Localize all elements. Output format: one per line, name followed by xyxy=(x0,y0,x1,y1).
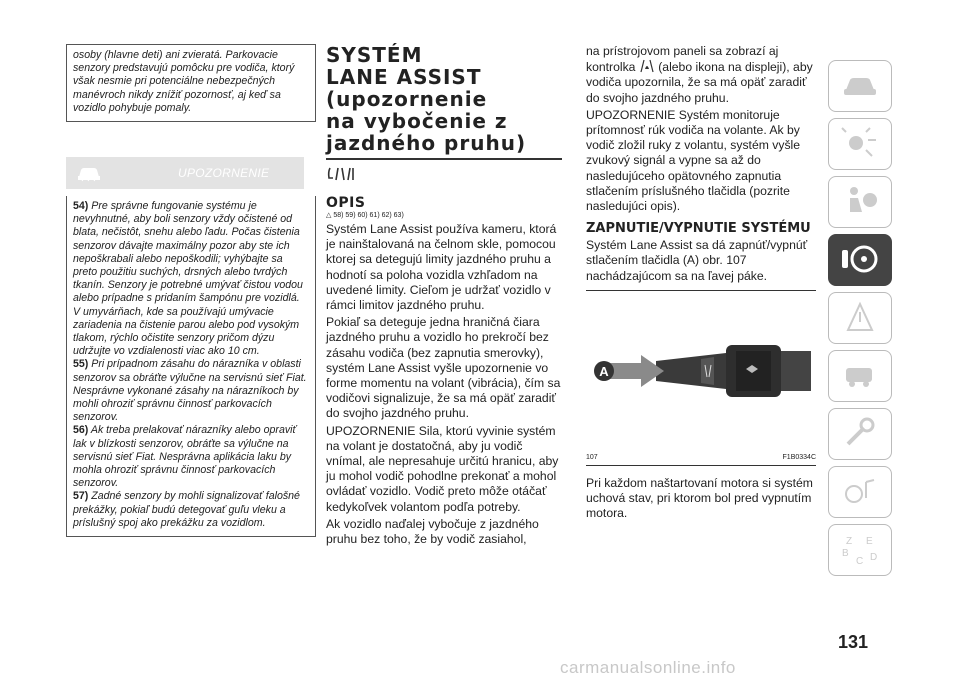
lane-warning-indicator-icon xyxy=(639,59,655,73)
airbag-icon xyxy=(840,184,880,218)
right-column xyxy=(586,44,816,523)
intro-box xyxy=(66,44,316,122)
section-opis: OPIS xyxy=(326,195,366,211)
svg-text:B: B xyxy=(842,548,849,559)
svg-text:C: C xyxy=(856,556,864,566)
paragraph: UPOZORNENIE Systém monitoruje prítomnosť rúk vodiča na volante. Ak by vodič zložil ruky z volantu, systém vyšle zvukový signál a vypne sa až do nasledujúceho opätovného zapnutia stlačením príslušného tlačidla (pozrite nasledujúci opis). xyxy=(586,107,801,214)
paragraph: Ak vozidlo naďalej vybočuje z jazdného pruhu bez toho, že by vodič zasiahol, xyxy=(326,516,539,547)
car-warning-icon xyxy=(76,163,102,183)
tab-index[interactable] xyxy=(828,524,892,576)
figure-number: 107 xyxy=(586,453,598,461)
note-54: 54) Pre správne fungovanie systému je nevyhnutné, aby boli senzory vždy očistené od blata, nečistôt, snehu alebo ľadu. Počas čistenia senzorov dávajte maximálny pozor aby ste ich nepoškrabali alebo nepoškodili; vyhýbajte sa preto použitiu suchých, drsných alebo tvrdých tkanín. Senzory je potrebné umývať čistou vodou alebo prípadne s pridaním šampónu pre vozidlá. V umyvárňach, kde sa používajú umývacie zariadenia na čistenie parou alebo pod vysokým tlakom, rýchlo očistite senzory pričom dýzu udržujte vo vzdialenosti viac ako 10 cm. xyxy=(73,200,303,358)
wrench-icon xyxy=(840,416,880,450)
paragraph: Systém Lane Assist sa dá zapnúť/vypnúť stlačením tlačidla (A) obr. 107 nachádzajúcom sa na ľavej páke. xyxy=(586,238,808,283)
tab-airbag[interactable] xyxy=(828,176,892,228)
warning-refs: △ 58) 59) 60) 61) 62) 63) xyxy=(326,212,404,219)
svg-text:Z: Z xyxy=(846,536,853,547)
warning-header xyxy=(66,157,304,189)
tab-service[interactable] xyxy=(828,350,892,402)
tab-multimedia[interactable] xyxy=(828,466,892,518)
index-icon xyxy=(840,532,880,566)
figure-label-a: A xyxy=(599,363,609,379)
paragraph: Pokiaľ sa deteguje jedna hraničná čiara jazdného pruhu a vozidlo ho prekročí bez zásahu vodiča (bez zapnutia smerovky), systém Lane Assist vyšle upozornenie vo forme momentu na volant (vibrácia), čím sa vodičovi signalizuje, že sa má opäť zaradiť do svojho jazdného pruhu. xyxy=(326,315,561,421)
chapter-sidebar xyxy=(828,60,892,582)
watermark: carmanualsonline.info xyxy=(560,658,736,677)
intro-text: osoby (hlavne deti) ani zvieratá. Parkovacie senzory predstavujú pomôcku pre vodiča, ktorý však nesmie pri potenciálne nebezpečných manévroch nikdy znížiť pozornosť, aj keď sa vozidlo pohybuje pomaly. xyxy=(73,49,295,114)
figure-code: F1B0334C xyxy=(782,453,816,461)
warning-light-icon xyxy=(840,126,880,160)
paragraph: Pri každom naštartovaní motora si systém uchová stav, pri ktorom bol pred vypnutím motora. xyxy=(586,475,813,521)
tab-car[interactable] xyxy=(828,60,892,112)
lever-illustration xyxy=(586,291,816,451)
tab-warning-lights[interactable] xyxy=(828,118,892,170)
section-title: SYSTÉM LANE ASSIST (upozornenie na vybočenie z jazdného pruhu) xyxy=(326,44,562,160)
road-warning-icon xyxy=(840,300,880,334)
paragraph: Systém Lane Assist používa kameru, ktorá je nainštalovaná na čelnom skle, pomocou ktorej sa detegujú limity jazdného pruhu a hodnotí sa poloha vozidla vzhľadom na uvedené limity. Cieľom je udržať vozidlo v rámci limitov jazdného pruhu. xyxy=(326,222,557,313)
paragraph: UPOZORNENIE Sila, ktorú vyvinie systém na volant je dostatočná, aby ju vodič vnímal, ale nepresahuje určitú hranicu, aby ju mohol vodič pohodlne prekonať a mohol ovládať vozidlo. Vodič preto môže otáčať kedykoľvek volantom podľa potreby. xyxy=(326,423,559,514)
tab-driving[interactable] xyxy=(828,234,892,286)
car-icon xyxy=(840,68,880,102)
section-zapnutie: ZAPNUTIE/VYPNUTIE SYSTÉMU xyxy=(586,221,811,237)
page-number: 131 xyxy=(838,632,869,652)
refs-triangle-icon: △ xyxy=(326,212,332,219)
svg-text:E: E xyxy=(866,536,873,547)
lane-assist-icon xyxy=(326,164,356,184)
note-57: 57) Zadné senzory by mohli signalizovať falošné prekážky, pokiaľ budú detegovať guľu vleku a príslušný spoj ako prekážku za vozidlom. xyxy=(73,490,300,529)
paragraph: na prístrojovom paneli sa zobrazí aj kontrolka (alebo ikona na displeji), aby vodiča upozornila, že sa má opäť zaradiť do svojho jazdného pruhu. xyxy=(586,44,813,105)
warning-notes xyxy=(66,196,316,537)
figure-caption xyxy=(586,451,816,466)
tab-emergency[interactable] xyxy=(828,292,892,344)
middle-column xyxy=(326,44,562,549)
tab-technical[interactable] xyxy=(828,408,892,460)
media-icon xyxy=(840,474,880,508)
figure-107 xyxy=(586,290,816,451)
steering-wheel-key-icon xyxy=(840,242,880,276)
car-service-icon xyxy=(840,358,880,392)
svg-text:D: D xyxy=(870,552,878,563)
note-56: 56) Ak treba prelakovať nárazníky alebo opraviť lak v blízkosti senzorov, obráťte sa výlučne na servisnú sieť Fiat. Nesprávna aplikácia laku by mohla ohroziť správnu činnosť parkovacích senzorov. xyxy=(73,424,297,490)
note-55: 55) Pri prípadnom zásahu do nárazníka v oblasti senzorov sa obráťte výlučne na servisnú sieť Fiat. Nesprávne vykonané zásahy na nárazníkoch by mohli ohroziť správnu činnosť parkovacích senzorov. xyxy=(73,358,307,424)
warning-title: UPOZORNENIE xyxy=(178,166,270,180)
